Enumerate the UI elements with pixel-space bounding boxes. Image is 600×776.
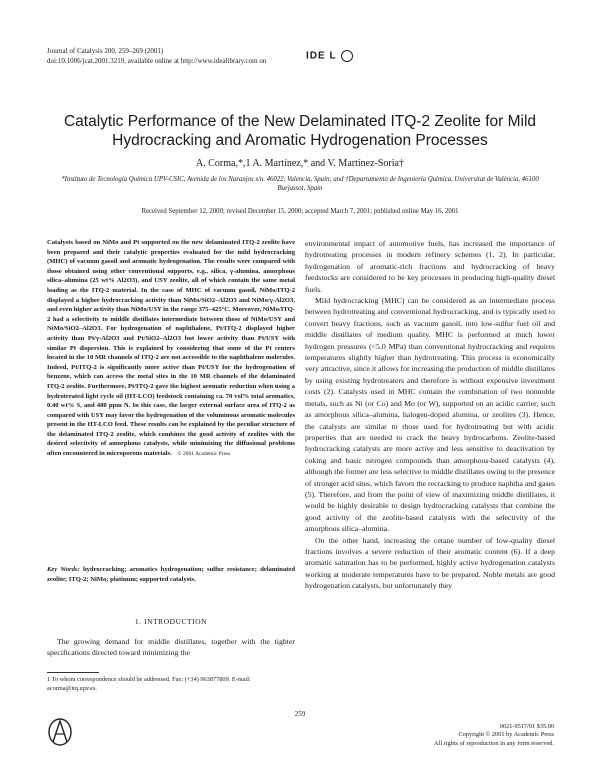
paper-title: Catalytic Performance of the New Delaminated ITQ-2 Zeolite for Mild Hydrocracking and Aromatic Hydrogenation Processes [63, 113, 537, 149]
abstract [47, 238, 295, 460]
received-dates: Received September 12, 2000; revised December 15, 2000; accepted March 7, 2001; published online May 16, 2001 [141, 208, 459, 215]
page-number: 259 [294, 710, 306, 718]
ideal-logo-circle-icon [341, 50, 353, 62]
body-paragraph: On the other hand, increasing the cetane number of low-quality diesel fractions involves a severe reduction of their aromatic content (6). If a deep aromatic saturation has to be performed, highly active hydrogenation catalysts working at moderate temperatures have to be prepared. Noble metals are good hydrogenation catalysts, but unfortunately they [305, 535, 555, 591]
affiliations: *Instituto de Tecnología Química UPV-CSIC, Avenida de los Naranjos s/n. 46022, Valencia, Spain; and †Departamento de Ingeniería Química, Universitat de València, 46100 Burjassot, Spain [61, 176, 539, 192]
abstract-copyright: © 2001 Academic Press [177, 451, 231, 458]
journal-citation: Journal of Catalysis 200, 259–269 (2001) [47, 47, 164, 55]
keywords [47, 565, 295, 584]
authors: A. Corma,*,1 A. Martínez,* and V. Martínez-Soria† [196, 158, 404, 169]
issn-line: 0021-9517/01 $35.00 [499, 723, 554, 730]
keywords-text: hydrocracking; aromatics hydrogenation; sulfur resistance; delaminated zeolite; ITQ-2; NiMo; platinum; supported catalysts. [47, 566, 295, 583]
keywords-label: Key Words: [47, 566, 80, 573]
right-column [305, 238, 555, 592]
footnote: 1 To whom correspondence should be addressed. Fax: (+34) 963877809. E-mail: acorma@itq.upv.es. [47, 676, 251, 692]
ideal-logo-text: IDE L [306, 50, 337, 62]
doi-line: doi:10.1006/jcat.2001.3219, available online at http://www.idealibrary.com on [47, 57, 267, 65]
footnote-divider [47, 672, 99, 673]
copyright-line: Copyright © 2001 by Academic Press [458, 731, 554, 739]
rights-line: All rights of reproduction in any form reserved. [434, 739, 554, 747]
intro-paragraph: The growing demand for middle distillates, together with the tighter specifications directed toward minimizing the [47, 637, 295, 658]
publisher-info [360, 723, 554, 748]
ideal-logo [306, 50, 354, 62]
body-paragraph: environmental impact of automotive fuels, has increased the importance of hydrotreating processes in modern refinery schemes (1, 2). In particular, hydrogenation of aromatic-rich fractions and hydrocracking of heavy feedstocks are considered to be key processes in producing high-quality diesel fuels. [305, 239, 555, 294]
academic-press-logo [47, 716, 73, 746]
abstract-text: Catalysts based on NiMo and Pt supported on the new delaminated ITQ-2 zeolite have been prepared and their catalytic properties evaluated for the mild hydrocracking (MHC) of vacuum gasoil and aromatic hydrogenation. The results were compared with those obtained using other conventional supports, e.g., silica, γ-alumina, amorphous silica–alumina (25 wt% Al2O3), and USY zeolite, all of which contain the same metal loading as the ITQ-2 material. In the case of MHC of vacuum gasoil, NiMo/ITQ-2 displayed a higher hydrocracking activity than NiMo/SiO2–Al2O3 and NiMo/γ-Al2O3, and even higher activity than NiMo/USY in the range 375–425°C. Moreover, NiMo/ITQ-2 had a selectivity to middle distillates intermediate between those of NiMo/USY and NiMo/SiO2–Al2O3. For hydrogenation of naphthalene, Pt/ITQ-2 displayed higher activity than Pt/γ-Al2O3 and Pt/SiO2–Al2O3 but lower activity than Pt/USY with similar Pt dispersion. This is explained by considering that some of the Pt centers located in the 10 MR channels of ITQ-2 are not accessible to the naphthalene molecules. Indeed, Pt/ITQ-2 is significantly more active than Pt/USY for the hydrogenation of benzene, which can access the metal sites in the 10 MR channels of the delaminated ITQ-2 zeolite. Furthermore, Pt/ITQ-2 gave the highest aromatic reduction when using a hydrotreated light cycle oil (HT-LCO) feedstock containing ca. 70 vol% total aromatics, 0.40 wt% S, and 480 ppm N. In this case, the larger external surface area of ITQ-2 as compared with USY may favor the hydrogenation of the voluminous aromatic molecules present in the HT-LCO feed. These results can be explained by the peculiar structure of the delaminated ITQ-2 zeolite, which combines the good activity of zeolites with the desired selectivity of amorphous catalysts, while minimizing the diffusional problems often encountered in microporous materials. [47, 239, 295, 458]
section-heading: 1. INTRODUCTION [134, 617, 208, 626]
body-paragraph: Mild hydrocracking (MHC) can be considered as an intermediate process between hydrotreating and conventional hydrocracking, and is typically used to convert heavy fractions, such as vacuum gasoil, into low-sulfur fuel oil and middle distillates of medium quality. MHC is performed at much lower hydrogen pressures (<5.0 MPa) than conventional hydrocracking and requires temperatures slightly higher than hydrotreating. This process is economically very attractive, since it allows for increasing the production of middle distillates by using existing hydrotreaters and therefore is without expensive investment costs (2). Catalysts used in MHC contain the combination of two nonnoble metals, such as Ni (or Co) and Mo (or W), supported on an acidic carrier, such as amorphous silica–alumina, halogen-doped alumina, or zeolites (3). Hence, the catalysts are similar to those used for hydrotreating but with acidic properties that are needed to crack the heavy hydrocarbons. Zeolite-based hydrocracking catalysts are more active and less sensitive to deactivation by coking and basic nitrogen compounds than amorphous-based catalysts (4), although the former are less selective to middle distillates owing to the presence of stronger acid sites, which favors the recracking to produce naphtha and gases (5). Therefore, and from the point of view of maximizing middle distillates, it would be highly desirable to design hydrocracking catalysts that combine the good activity of the zeolite-based catalysts with the selectivity of the amorphous silica–alumina. [305, 296, 555, 534]
